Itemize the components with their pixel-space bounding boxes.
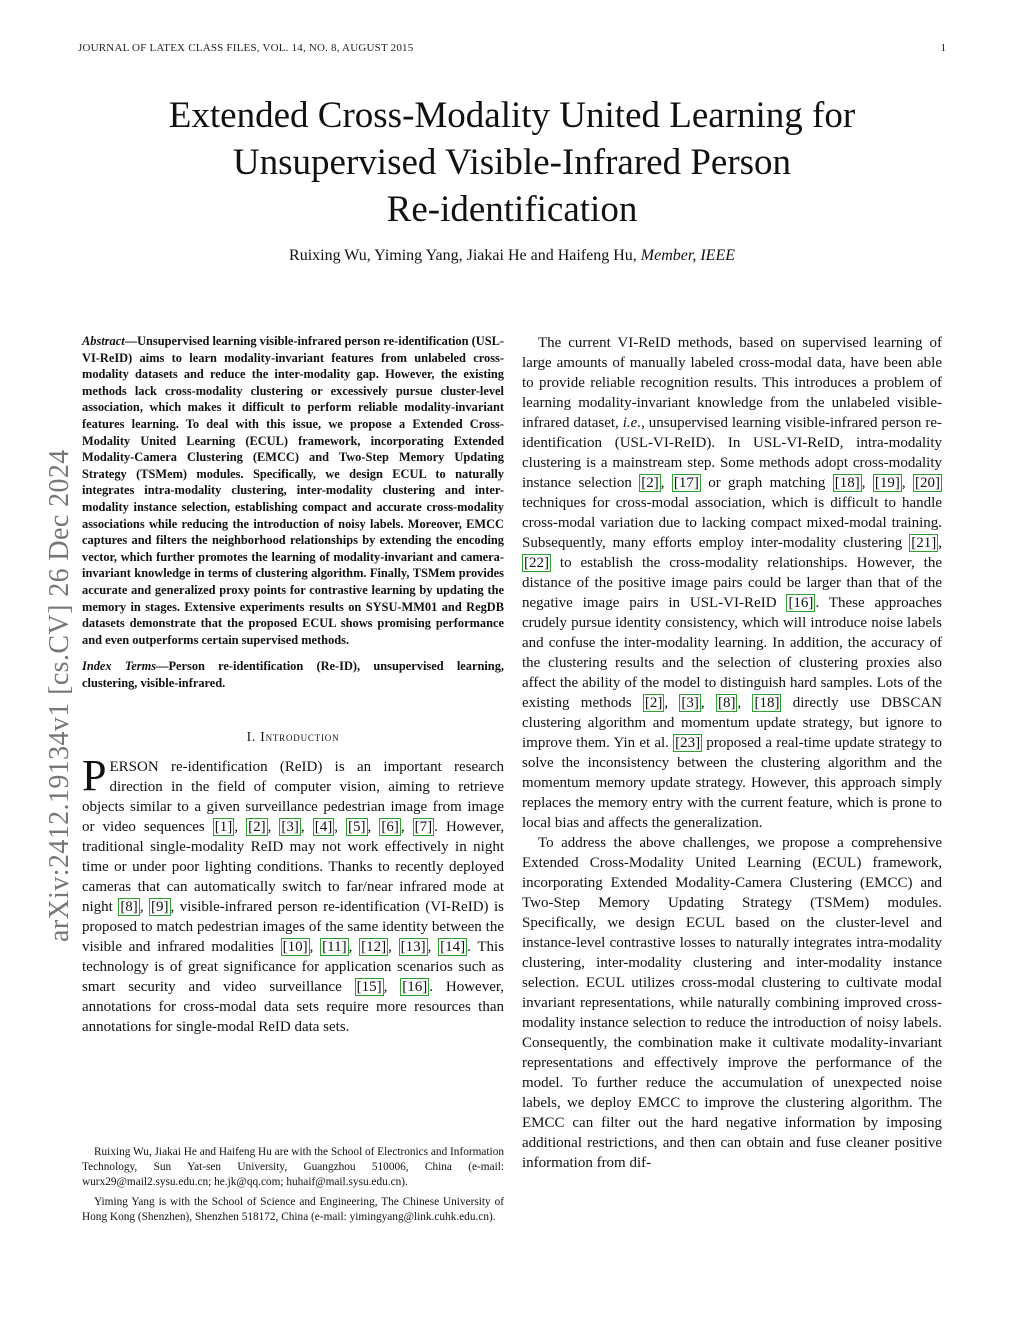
index-terms-label: Index Terms	[82, 659, 157, 674]
citation-link[interactable]: [18]	[834, 475, 860, 491]
running-header: JOURNAL OF LATEX CLASS FILES, VOL. 14, NO. 8, AUGUST 2015	[78, 42, 414, 54]
index-terms-text: —Person re-identification (Re-ID), unsupervised learning, clustering, visible-infrared.	[82, 659, 504, 690]
citation-link[interactable]: [1]	[214, 819, 233, 836]
citation-link[interactable]: [16]	[788, 595, 814, 611]
body-text: , unsupervised learning visible-infrared person re-identification (USL-VI-ReID). In USL-VI-ReID, intra-modality clustering is a mainstream step. Some methods adopt cross-modality instance selection	[522, 415, 942, 491]
footnote: Ruixing Wu, Jiakai He and Haifeng Hu are with the School of Electronics and Information Technology, Sun Yat-sen University, Guangzhou 510006, China (e-mail: wurx29@mail2.sysu.edu.cn; he.jk@qq.com; huhaif@mail.sysu.edu.cn).	[82, 1146, 504, 1189]
right-column	[522, 333, 942, 1173]
citation-link[interactable]: [3]	[281, 819, 299, 836]
citation-link[interactable]: [16]	[402, 979, 428, 996]
footnotes	[82, 1145, 504, 1229]
citation-link[interactable]: [8]	[717, 695, 736, 711]
footnote: Yiming Yang is with the School of Science and Engineering, The Chinese University of Hong Kong (Shenzhen), Shenzhen 518172, China (e-mail: yimingyang@link.cuhk.edu.cn).	[82, 1195, 504, 1223]
body-paragraph: To address the above challenges, we propose a comprehensive Extended Cross-Modality United Learning (ECUL) framework, incorporating Extended Modality-Camera Clustering (EMCC) and Two-Step Memory Updating Strategy (TSMem) modules. Specifically, we design ECUL based on the cluster-level and instance-level contrastive losses to naturally integrates intra-modality clustering, inter-modality clustering and inter-modality instance selection. ECUL utilizes cross-modal clustering to cultivate modal invariant representations, while naturally combining improved cross-modality instance selection to reduce the introduction of noisy labels. Consequently, the combination make it cultivate modality-invariant representations and effectively improve the performance of the model. To further reduce the accumulation of unexpected noise labels, we deploy EMCC to improve the clustering algorithm. The EMCC can filter out the hard negative information by imposing additional restrictions, and then can obtain and fuse cleaner positive information from dif-	[522, 835, 942, 1171]
citation-link[interactable]: [21]	[911, 535, 937, 551]
arxiv-identifier: arXiv:2412.19134v1 [cs.CV] 26 Dec 2024	[44, 449, 75, 942]
title-line: Re-identification	[386, 189, 638, 230]
citation-link[interactable]: [22]	[524, 555, 549, 571]
citation-link[interactable]: [4]	[314, 819, 333, 836]
body-text: . These approaches crudely pursue identity consistency, which will introduce noise labels and confuse the inter-modality learning. In addition, the accuracy of the clustering results and the selection of clustering proxies also affect the ability of the model to distinguish hard samples. Lots of the existing methods	[522, 595, 942, 711]
authors-names: Ruixing Wu, Yiming Yang, Jiakai He and Haifeng Hu,	[289, 247, 637, 264]
citation-link[interactable]: [2]	[248, 819, 266, 836]
author-role: Member, IEEE	[640, 247, 735, 264]
citation-link[interactable]: [10]	[282, 939, 308, 956]
citation-link[interactable]: [12]	[361, 939, 387, 956]
page-number: 1	[940, 42, 946, 54]
citation-link[interactable]: [11]	[322, 939, 347, 956]
citation-link[interactable]: [7]	[414, 819, 433, 836]
citation-link[interactable]: [23]	[675, 735, 701, 751]
body-text-italic: i.e.	[622, 415, 642, 431]
title-block	[80, 92, 944, 265]
author-list	[80, 247, 944, 265]
citation-link[interactable]: [6]	[381, 819, 399, 836]
citation-link[interactable]: [9]	[151, 899, 169, 916]
citation-link[interactable]: [2]	[641, 475, 659, 491]
intro-text: ERSON re-identification (ReID) is an important research direction in the field of computer vision, aiming to retrieve objects similar to a given surveillance pedestrian image from image or video sequences	[82, 759, 504, 836]
section-title: Introduction	[260, 729, 340, 745]
citation-link[interactable]: [8]	[120, 899, 138, 916]
body-text: The current VI-ReID methods, based on supervised learning of large amounts of manually labeled cross-modal data, have been able to provide reliable recognition results. This introduces a problem of learning modality-invariant knowledge from the unlabeled visible-infrared dataset,	[522, 335, 942, 431]
citation-link[interactable]: [18]	[754, 695, 780, 711]
drop-cap: P	[82, 751, 107, 801]
section-heading	[82, 727, 504, 747]
body-text: or graph matching	[700, 475, 833, 491]
intro-text: . However, annotations for cross-modal data sets require more resources than annotations for single-modal ReID data sets.	[82, 979, 504, 1036]
citation-link[interactable]: [15]	[356, 979, 382, 996]
citation-link[interactable]: [19]	[874, 475, 900, 491]
abstract-label: Abstract	[82, 334, 125, 348]
abstract	[82, 333, 504, 648]
citation-link[interactable]: [13]	[400, 939, 426, 956]
intro-text: . However, traditional single-modality ReID may not work effectively in night time or under poor lighting conditions. Thanks to recently deployed cameras that can automatically switch to far/near infrared mode at night	[82, 819, 505, 916]
left-column	[82, 333, 504, 1037]
body-paragraph: The current VI-ReID methods, based on supervised learning of large amounts of manually labeled cross-modal data, have been able to provide reliable recognition results. This introduces a problem of learning modality-invariant knowledge from the unlabeled visible-infrared dataset, i.e., unsupervised learning visible-infrared person re-identification (USL-VI-ReID). In USL-VI-ReID, intra-modality clustering is a mainstream step. Some methods adopt cross-modality instance selection [2] , [17] or graph matching [18] , [19] , [20] techniques for cross-modal association, which is difficult to handle cross-modal variation due to lacking compact mixed-modal training. Subsequently, many efforts employ inter-modality clustering [21] , [22] to establish the cross-modality relationships. However, the distance of the positive image pairs could be larger than that of the negative image pairs in USL-VI-ReID [16] . These approaches crudely pursue identity consistency, which will introduce noise labels and confuse the inter-modality learning. In addition, the accuracy of the clustering results and the selection of clustering proxies also affect the ability of the model to distinguish hard samples. Lots of the existing methods [2] , [3] , [8] , [18] directly use DBSCAN clustering algorithm and momentum update strategy, but ignore to improve them. Yin et al. [23] proposed a real-time update strategy to solve the inconsistency between the clustering algorithm and the momentum memory update strategy. However, this approach simply replaces the memory entry with the current feature, which is prone to local bias and affects the generalization.	[522, 335, 942, 831]
intro-text: , visible-infrared person re-identification (VI-ReID) is proposed to match pedestrian images of the same identity between the visible and infrared modalities	[82, 899, 504, 956]
title-line: Unsupervised Visible-Infrared Person	[232, 142, 792, 183]
intro-paragraph: PERSON re-identification (ReID) is an important research direction in the field of computer vision, aiming to retrieve objects similar to a given surveillance pedestrian image from image or video sequences [1] , [2] , [3] , [4] , [5] , [6] , [7] . However, traditional single-modality ReID may not work effectively in night time or under poor lighting conditions. Thanks to recently deployed cameras that can automatically switch to far/near infrared mode at night [8] , [9] , visible-infrared person re-identification (VI-ReID) is proposed to match pedestrian images of the same identity between the visible and infrared modalities [10] , [11] , [12] , [13] , [14] . This technology is of great significance for application scenarios such as smart security and video surveillance [15] , [16] . However, annotations for cross-modal data sets require more resources than annotations for single-modal ReID data sets.	[82, 751, 505, 1036]
body-text: to establish the cross-modality relationships. However, the distance of the positive image pairs could be larger than that of the negative image pairs in USL-VI-ReID	[522, 555, 942, 611]
citation-link[interactable]: [2]	[644, 695, 663, 711]
paper-title	[80, 92, 944, 233]
intro-text: . This technology is of great significance for application scenarios such as smart security and video surveillance	[82, 939, 505, 996]
citation-link[interactable]: [3]	[681, 695, 699, 711]
body-text: directly use DBSCAN clustering algorithm and momentum update strategy, but ignore to improve them. Yin et al.	[522, 695, 942, 751]
body-text: techniques for cross-modal association, which is difficult to handle cross-modal variation due to lacking compact mixed-modal training. Subsequently, many efforts employ inter-modality clustering	[522, 495, 942, 551]
citation-link[interactable]: [5]	[348, 819, 366, 836]
abstract-text: —Unsupervised learning visible-infrared person re-identification (USL-VI-ReID) aims to learn modality-invariant features from unlabeled cross-modality datasets and reduce the inter-modality gap. However, the existing methods lack cross-modality clustering or excessively pursue cluster-level association, which makes it difficult to perform reliable modality-invariant features learning. To deal with this issue, we propose a Extended Cross-Modality United Learning (ECUL) framework, incorporating Extended Modality-Camera Clustering (EMCC) and Two-Step Memory Updating Strategy (TSMem) modules. Specifically, we design ECUL to naturally integrates intra-modality clustering, inter-modality clustering and inter-modality instance selection, establishing compact and accurate cross-modality associations while reducing the introduction of noisy labels. Moreover, EMCC captures and filters the neighborhood relationships by extending the encoding vector, which further promotes the learning of modality-invariant and camera-invariant knowledge in terms of clustering algorithm. Finally, TSMem provides accurate and generalized proxy points for contrastive learning by updating the memory in stages. Extensive experiments results on SYSU-MM01 and RegDB datasets demonstrate that the proposed ECUL shows promising performance and even outperforms certain supervised methods.	[82, 334, 504, 647]
citation-link[interactable]: [17]	[673, 475, 699, 491]
citation-link[interactable]: [14]	[440, 939, 466, 956]
citation-link[interactable]: [20]	[915, 475, 941, 491]
section-number: I.	[246, 729, 257, 745]
index-terms	[82, 658, 504, 691]
body-text: proposed a real-time update strategy to solve the inconsistency between the clustering algorithm and the momentum memory update strategy. However, this approach simply replaces the memory entry with the current feature, which is prone to local bias and affects the generalization.	[522, 735, 942, 831]
title-line: Extended Cross-Modality United Learning for	[168, 95, 856, 136]
